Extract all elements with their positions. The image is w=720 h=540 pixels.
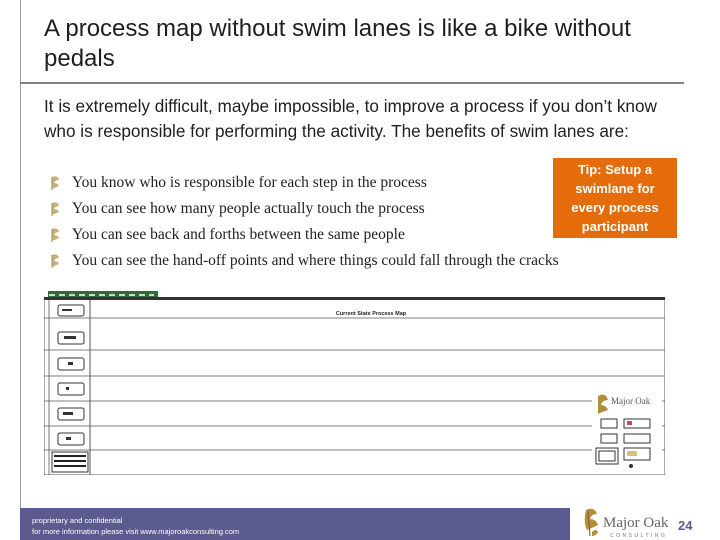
- benefit-text: You can see how many people actually touch the process: [72, 200, 425, 217]
- bullet-leaf-icon: [50, 175, 62, 191]
- benefit-text: You can see back and forths between the same people: [72, 226, 405, 243]
- tip-callout: [553, 158, 677, 238]
- bullet-leaf-icon: [50, 201, 62, 217]
- map-logo-text: Major Oak: [611, 396, 651, 406]
- logo-name: Major Oak: [603, 515, 669, 531]
- footer-bar: [20, 508, 570, 540]
- title-divider: [20, 82, 684, 84]
- benefit-item: [50, 248, 559, 274]
- benefit-text: You know who is responsible for each step in the process: [72, 174, 427, 191]
- bullet-leaf-icon: [50, 227, 62, 243]
- bullet-leaf-icon: [50, 253, 62, 269]
- logo-subtext: CONSULTING: [610, 533, 668, 539]
- process-map-thumbnail: [44, 288, 665, 475]
- intro-paragraph: It is extremely difficult, maybe impossible, to improve a process if you don’t know who is responsible for performing the activity. The benefits of swim lanes are:: [44, 96, 657, 141]
- map-title: Current State Process Map: [335, 311, 407, 317]
- benefit-item: [50, 222, 559, 248]
- footer-confidential: proprietary and confidential: [32, 516, 123, 525]
- footer-website: for more information please visit www.majoroakconsulting.com: [32, 527, 240, 536]
- benefit-item: [50, 170, 559, 196]
- left-divider: [20, 0, 21, 508]
- company-logo: [580, 506, 670, 540]
- oak-leaf-logo-icon: [585, 509, 598, 536]
- tip-text: Tip: Setup a swimlane for every process participant: [571, 162, 659, 234]
- page-number: 24: [678, 518, 693, 533]
- benefit-item: [50, 196, 559, 222]
- benefit-text: You can see the hand-off points and where things could fall through the cracks: [72, 252, 559, 269]
- benefit-list: [50, 170, 559, 274]
- slide-title: A process map without swim lanes is like a bike without pedals: [44, 15, 631, 72]
